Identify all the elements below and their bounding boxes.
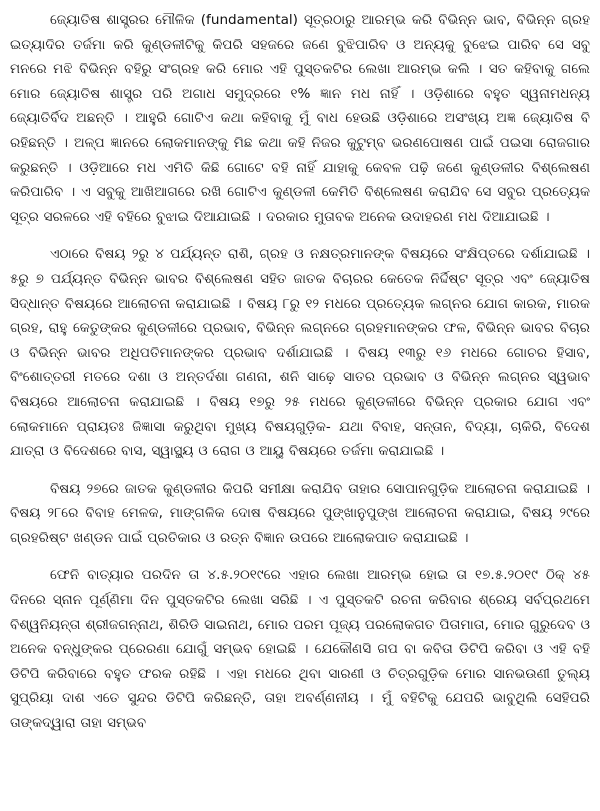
paragraph-contents-overview: ଏଠାରେ ବିଷୟ ୨ରୁ ୪ ପର୍ଯ୍ୟନ୍ତ ରାଶି, ଗ୍ରହ ଓ ନକ୍ଷତ୍ରମାନଙ୍କ ବିଷୟରେ ସଂକ୍ଷିପ୍ତରେ ଦର୍ଶାଯାଇଛି । ୫ରୁ ୭ ପର୍ଯ୍ୟନ୍ତ ବିଭିନ୍ନ ଭାବର ବିଶ୍ଲେଷଣ ସହିତ ଜାତକ ବିଚାରର କେତେକ ନିର୍ଦ୍ଦିଷ୍ଟ ସୂତ୍ର ଏବଂ ଜ୍ୟୋତିଷ ସିଦ୍ଧାନ୍ତ ବିଷୟରେ ଆଲୋଚନା କରାଯାଇଛି । ବିଷୟ ୮ରୁ ୧୨ ମଧରେ ପ୍ରତ୍ୟେକ ଲଗ୍ନର ଯୋଗ କାରକ, ମାରକ ଗ୍ରହ, ରାହୁ କେତୁଙ୍କର କୁଣ୍ଡଳୀରେ ପ୍ରଭାବ, ବିଭିନ୍ନ ଲଗ୍ନରେ ଗ୍ରହମାନଙ୍କର ଫଳ, ବିଭିନ୍ନ ଭାବର ବିଚାର ଓ ବିଭିନ୍ନ ଭାବର ଅଧିପତିମାନଙ୍କର ପ୍ରଭାବ ଦର୍ଶାଯାଇଛି । ବିଷୟ ୧୩ରୁ ୧୬ ମଧରେ ଗୋଚର ହିସାବ, ବିଂଶୋତ୍ତରୀ ମତରେ ଦଶା ଓ ଅନ୍ତର୍ଦଶା ଗଣନା, ଶନି ସାଢ଼େ ସାତର ପ୍ରଭାବ ଓ ବିଭିନ୍ନ ଲଗ୍ନର ସ୍ୱଭାବ ବିଷୟରେ ଆଲୋଚନା କରାଯାଇଛି । ବିଷୟ ୧୭ରୁ ୨୫ ମଧରେ କୁଣ୍ଡଳୀରେ ବିଭିନ୍ନ ପ୍ରକାର ଯୋଗ ଏବଂ ଲୋକମାନେ ପ୍ରାୟତଃ ଜିଜ୍ଞାସା କରୁଥିବା ମୁଖ୍ୟ ବିଷୟଗୁଡ଼ିକ- ଯଥା ବିବାହ, ସନ୍ତାନ, ବିଦ୍ୟା, ଚାକିରି, ବିଦେଶ ଯାତ୍ରା ଓ ବିଦେଶରେ ବାସ, ସ୍ୱାସ୍ଥ୍ୟ ଓ ରୋଗ ଓ ଆୟୁ ବିଷୟରେ ତର୍ଜମା କରାଯାଇଛି । [10,246,590,460]
paragraph-chapters-27-29: ବିଷୟ ୨୭ରେ ଜାତକ କୁଣ୍ଡଳୀର କିପରି ସମୀକ୍ଷା କରାଯିବ ତାହାର ସୋପାନଗୁଡ଼ିକ ଆଲୋଚନା କରାଯାଇଛି । ବିଷୟ ୨୮ରେ ବିବାହ ମେଳକ, ମାଙ୍ଗଳିକ ଦୋଷ ବିଷୟରେ ପୁଙ୍ଖାନୁପୁଙ୍ଖ ଆଲୋଚନା କରାଯାଇ, ବିଷୟ ୨୯ରେ ଗ୍ରହରିଷ୍ଟ ଖଣ୍ଡନ ପାଇଁ ପ୍ରତିକାର ଓ ରତ୍ନ ବିଜ୍ଞାନ ଉପରେ ଆଲୋକପାତ କରାଯାଇଛି । [10,480,590,546]
document-page [10,8,590,808]
paragraph-acknowledgement: ଫେନି ବାତ୍ୟାର ପରଦିନ ତା ୪.୫.୨୦୧୯ରେ ଏହାର ଲେଖା ଆରମ୍ଭ ହୋଇ ତା ୧୭.୫.୨୦୧୯ ଠିକ୍ ୪୫ ଦିନରେ ସ୍ନାନ ପୂର୍ଣ୍ଣିମା ଦିନ ପୁସ୍ତକଟିର ଲେଖା ସରିଛି । ଏ ପୁସ୍ତକଟି ରଚନା କରିବାର ଶ୍ରେୟ ସର୍ବପ୍ରଥମେ ବିଶ୍ୱନିୟନ୍ତା ଶ୍ରୀଜଗନ୍ନାଥ, ଶିରିଡି ସାଇନାଥ, ମୋର ପରମ ପୂଜ୍ୟ ପରଲୋକଗତ ପିତାମାତା, ମୋର ଗୁରୁଦେବ ଓ ଅନେକ ବନ୍ଧୁଙ୍କର ପ୍ରେରଣା ଯୋଗୁଁ ସମ୍ଭବ ହୋଇଛି । ଯେକୌଣସି ଗପ ବା କବିତା ଡିଟିପି କରିବା ଓ ଏହି ବହି ଡିଟିପି କରିବାରେ ବହୁତ ଫରକ ରହିଛି । ଏହା ମଧରେ ଥିବା ସାରଣୀ ଓ ଚିତ୍ରଗୁଡ଼ିକ ମୋର ସାନଭଉଣୀ ତୁଲ୍ୟ ସୁପ୍ରିୟା ଦାଶ ଏତେ ସୁନ୍ଦର ଡିଟିପି କରିଛନ୍ତି, ତାହା ଅବର୍ଣ୍ଣନୀୟ । ମୁଁ ବହିଟିକୁ ଯେପରି ଭାବୁଥିଲି ସେହିପରି ତାଙ୍କଦ୍ୱାରା ତାହା ସମ୍ଭବ [10,567,590,732]
paragraph-intro: ଜ୍ୟୋତିଷ ଶାସ୍ତ୍ରର ମୌଳିକ (fundamental) ସୂତ୍ରଠାରୁ ଆରମ୍ଭ କରି ବିଭିନ୍ନ ଭାବ, ବିଭିନ୍ନ ଗ୍ରହ ଇତ୍ୟାଦିର ତର୍ଜମା କରି କୁଣ୍ଡଳୀଟିକୁ କିପରି ସହଜରେ ଜଣେ ବୁଝିପାରିବ ଓ ଅନ୍ୟକୁ ବୁଝେଇ ପାରିବ ସେ ସବୁ ମନରେ ମଝି ବିଭିନ୍ନ ବହିରୁ ସଂଗ୍ରହ କରି ମୋର ଏହି ପୁସ୍ତକଟିର ଲେଖା ଆରମ୍ଭ କଲି । ସତ କହିବାକୁ ଗଲେ ମୋର ଜ୍ୟୋତିଷ ଶାସ୍ତ୍ର ପରି ଅଗାଧ ସମୁଦ୍ରରେ ୧% ଜ୍ଞାନ ମଧ ନାହିଁ । ଓଡ଼ିଶାରେ ବହୁତ ସ୍ୱନାମଧନ୍ୟ ଜ୍ୟୋତିର୍ବିଦ ଅଛନ୍ତି । ଆହୁରି ଗୋଟିଏ କଥା କହିବାକୁ ମୁଁ ବାଧ ହେଉଛି ଓଡ଼ିଶାରେ ଅସଂଖ୍ୟ ଅଜ୍ଞ ଜ୍ୟୋତିଷ ବି ରହିଛନ୍ତି । ଅଳ୍ପ ଜ୍ଞାନରେ ଲୋକମାନଙ୍କୁ ମିଛ କଥା କହି ନିଜର କୁଟୁମ୍ବ ଭରଣପୋଷଣ ପାଇଁ ପଇସା ରୋଜଗାର କରୁଛନ୍ତି । ଓଡ଼ିଆରେ ମଧ ଏମିତି କିଛି ଗୋଟେ ବହି ନାହିଁ ଯାହାକୁ କେବଳ ପଢ଼ି ଜଣେ କୁଣ୍ଡଳୀର ବିଶ୍ଲେଷଣ କରିପାରିବ । ଏ ସବୁକୁ ଆଖିଆଗରେ ରଖି ଗୋଟିଏ କୁଣ୍ଡଳୀ କେମିତି ବିଶ୍ଲେଷଣ କରାଯିବ ସେ ସବୁର ପ୍ରତ୍ୟେକ ସୂତ୍ର ସରଳରେ ଏହି ବହିରେ ବୁଝାଇ ଦିଆଯାଇଛି । ଦରକାର ମୁତାବକ ଅନେକ ଉଦାହରଣ ମଧ ଦିଆଯାଇଛି । [10,12,590,225]
